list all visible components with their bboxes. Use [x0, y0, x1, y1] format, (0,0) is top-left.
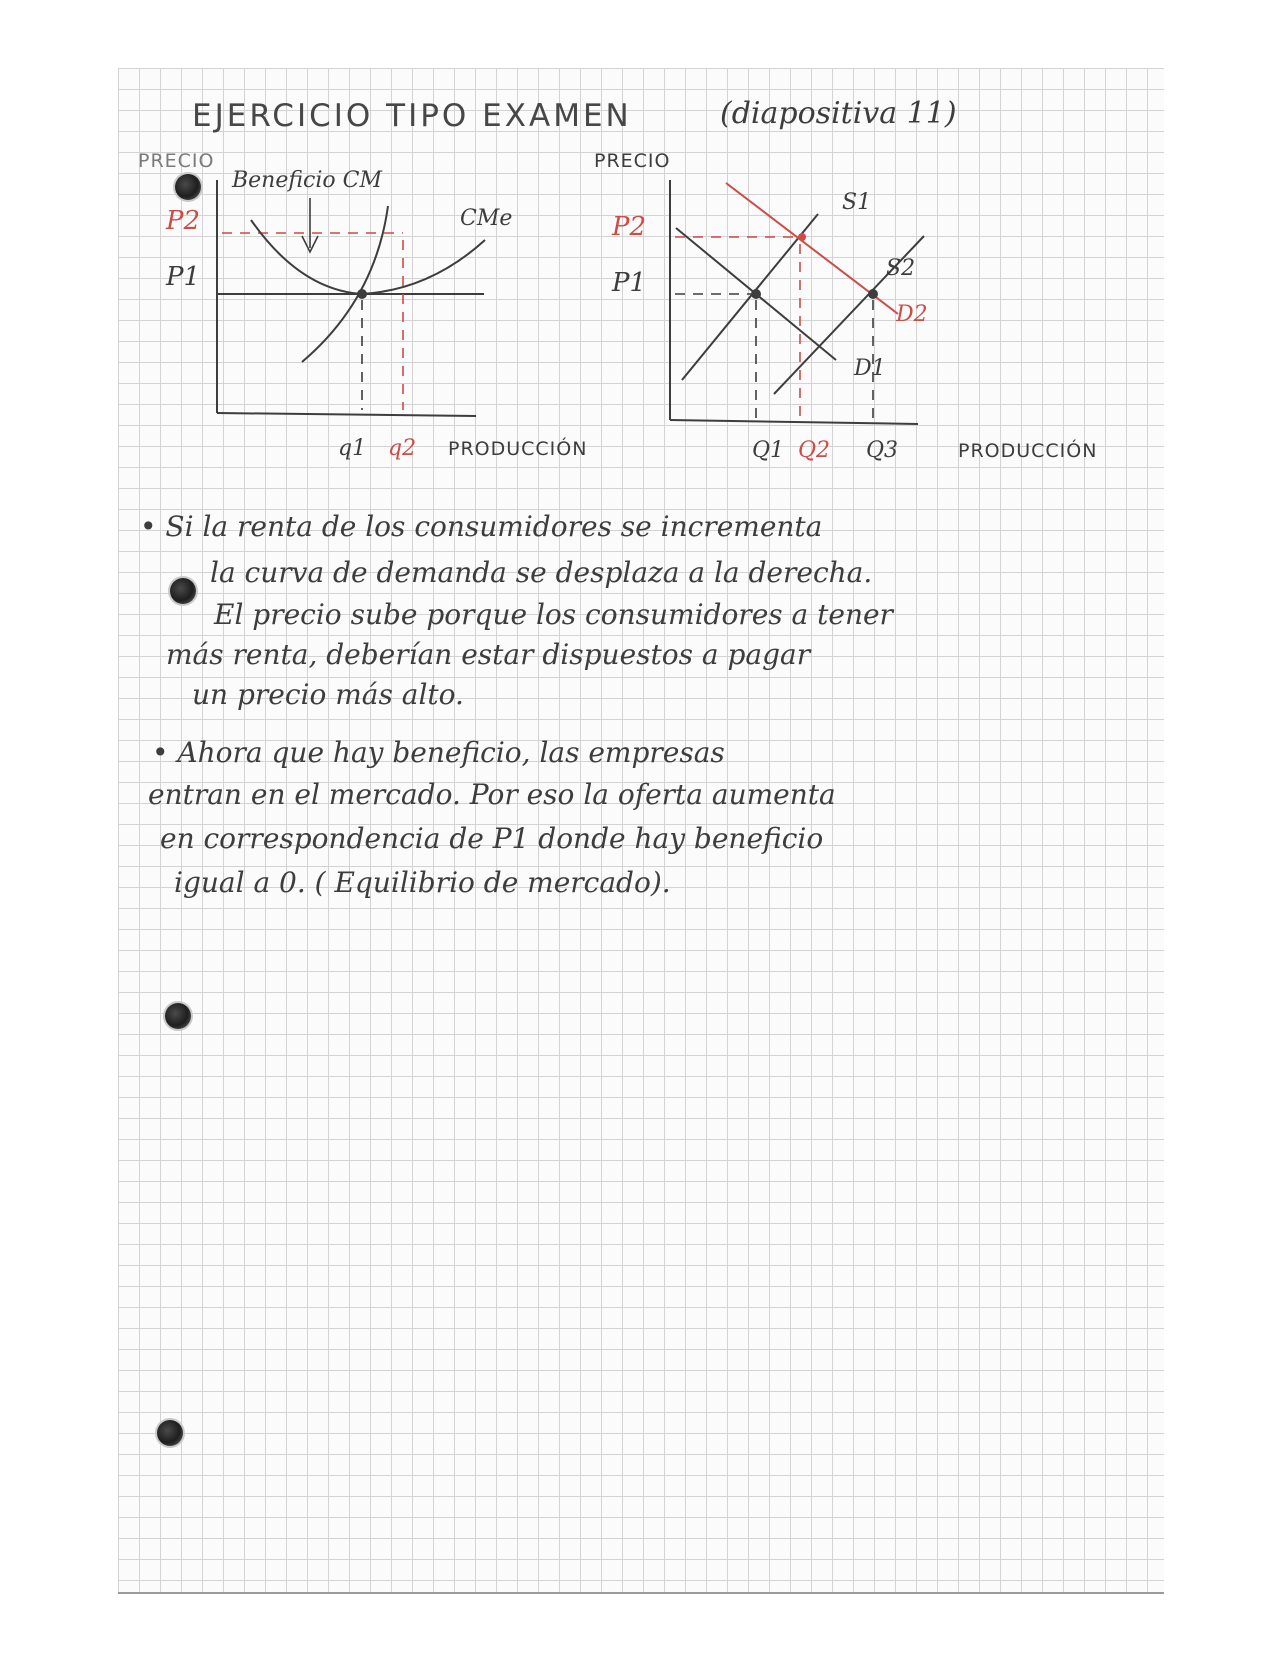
text-line-2: la curva de demanda se desplaza a la derecha.: [210, 556, 873, 589]
left-p1-label: P1: [166, 262, 201, 292]
text-line-8: en correspondencia de P1 donde hay beneficio: [160, 822, 824, 855]
right-q1-label: Q1: [752, 438, 785, 463]
s1-label: S1: [842, 190, 872, 215]
s2-label: S2: [886, 256, 916, 281]
right-y-axis-label: PRECIO: [594, 150, 671, 172]
d1-label: D1: [854, 356, 886, 381]
right-equilibrium-1: [751, 289, 761, 299]
text-line-7: entran en el mercado. Por eso la oferta aumenta: [148, 778, 836, 811]
left-cm-label: Beneficio CM: [232, 168, 383, 193]
title-note: (diapositiva 11): [720, 96, 957, 131]
text-line-6: • Ahora que hay beneficio, las empresas: [152, 736, 725, 769]
page-title: EJERCICIO TIPO EXAMEN: [192, 98, 632, 134]
left-cme-label: CMe: [460, 206, 513, 231]
right-equilibrium-3: [868, 289, 878, 299]
text-line-9: igual a 0. ( Equilibrio de mercado).: [174, 866, 671, 899]
right-equilibrium-2: [798, 233, 806, 241]
left-x-axis-label: PRODUCCIÓN: [448, 438, 588, 460]
text-line-4: más renta, deberían estar dispuestos a pagar: [166, 638, 811, 671]
text-line-3: El precio sube porque los consumidores a tener: [214, 598, 893, 631]
right-p2-label: P2: [612, 212, 647, 242]
right-x-axis-label: PRODUCCIÓN: [958, 440, 1098, 462]
supply-s1-line: [682, 214, 818, 380]
right-x-axis: [670, 420, 918, 424]
right-p1-label: P1: [612, 268, 647, 298]
left-p2-label: P2: [166, 206, 201, 236]
right-q2-label: Q2: [798, 438, 831, 463]
left-y-axis-label: PRECIO: [138, 150, 215, 172]
left-q2-label: q2: [388, 436, 417, 461]
left-q1-label: q1: [338, 436, 367, 461]
right-q3-label: Q3: [866, 438, 899, 463]
text-line-1: • Si la renta de los consumidores se incrementa: [140, 510, 823, 543]
text-line-5: un precio más alto.: [192, 678, 464, 711]
d2-label: D2: [896, 302, 928, 327]
